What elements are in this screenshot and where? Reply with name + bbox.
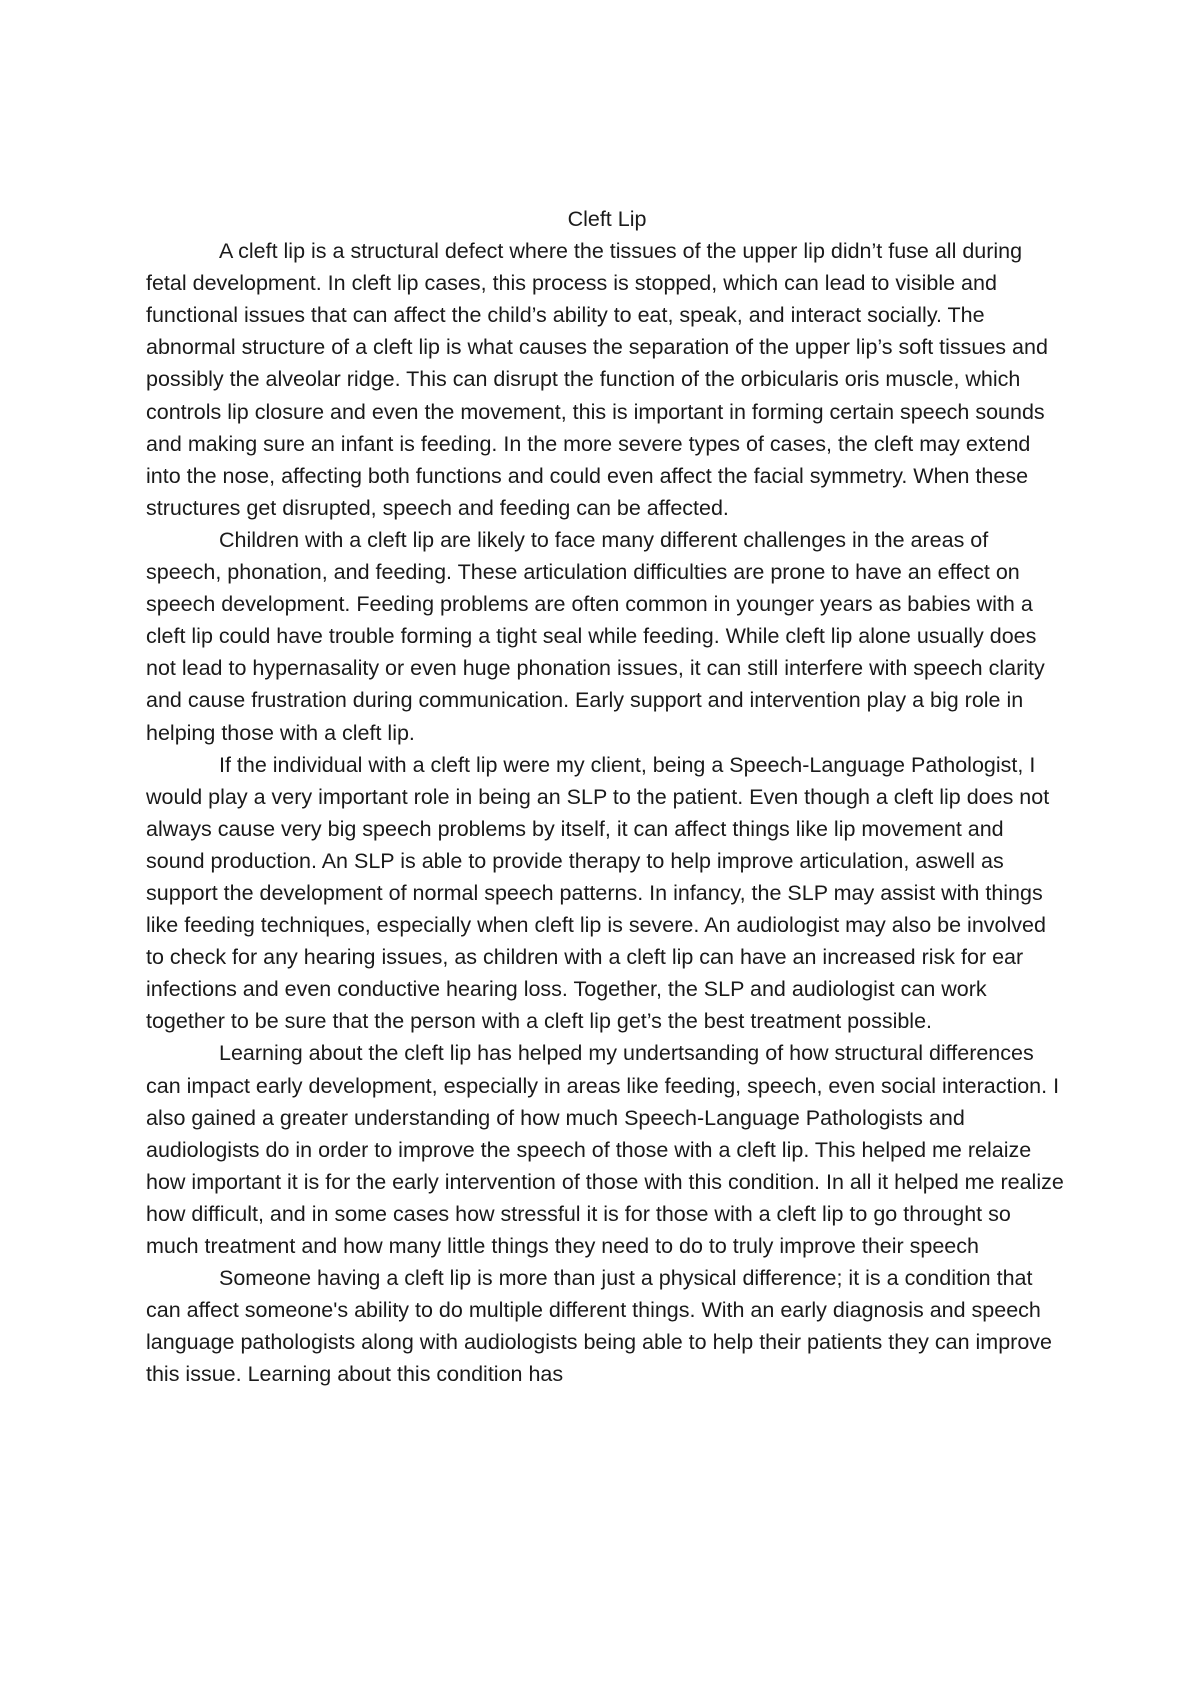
- document-body: [146, 203, 1068, 1390]
- paragraph-4: Learning about the cleft lip has helped my undertsanding of how structural differences can impact early development, especially in areas like feeding, speech, even social interaction. I also gained a greater understanding of how much Speech-Language Pathologists and audiologists do in order to improve the speech of those with a cleft lip. This helped me relaize how important it is for the early intervention of those with this condition. In all it helped me realize how difficult, and in some cases how stressful it is for those with a cleft lip to go throught so much treatment and how many little things they need to do to truly improve their speech: [146, 1041, 1064, 1258]
- paragraph-2: Children with a cleft lip are likely to face many different challenges in the areas of speech, phonation, and feeding. These articulation difficulties are prone to have an effect on speech development. Feeding problems are often common in younger years as babies with a cleft lip could have trouble forming a tight seal while feeding. While cleft lip alone usually does not lead to hypernasality or even huge phonation issues, it can still interfere with speech clarity and cause frustration during communication. Early support and intervention play a big role in helping those with a cleft lip.: [146, 527, 1045, 745]
- paragraph-3: If the individual with a cleft lip were my client, being a Speech-Language Pathologist, I would play a very important role in being an SLP to the patient. Even though a cleft lip does not always cause very big speech problems by itself, it can affect things like lip movement and sound production. An SLP is able to provide therapy to help improve articulation, aswell as support the development of normal speech patterns. In infancy, the SLP may assist with things like feeding techniques, especially when cleft lip is severe. An audiologist may also be involved to check for any hearing issues, as children with a cleft lip can have an increased risk for ear infections and even conductive hearing loss. Together, the SLP and audiologist can work together to be sure that the person with a cleft lip get’s the best treatment possible.: [146, 752, 1050, 1034]
- paragraph-1: A cleft lip is a structural defect where the tissues of the upper lip didn’t fuse all during fetal development. In cleft lip cases, this process is stopped, which can lead to visible and functional issues that can affect the child’s ability to eat, speak, and interact socially. The abnormal structure of a cleft lip is what causes the separation of the upper lip’s soft tissues and possibly the alveolar ridge. This can disrupt the function of the orbicularis oris muscle, which controls lip closure and even the movement, this is important in forming certain speech sounds and making sure an infant is feeding. In the more severe types of cases, the cleft may extend into the nose, affecting both functions and could even affect the facial symmetry. When these structures get disrupted, speech and feeding can be affected.: [146, 239, 1048, 520]
- document-title: Cleft Lip: [567, 207, 647, 231]
- paragraph-5: Someone having a cleft lip is more than just a physical difference; it is a condition that can affect someone's ability to do multiple different things. With an early diagnosis and speech language pathologists along with audiologists being able to help their patients they can improve this issue. Learning about this condition has: [146, 1266, 1052, 1387]
